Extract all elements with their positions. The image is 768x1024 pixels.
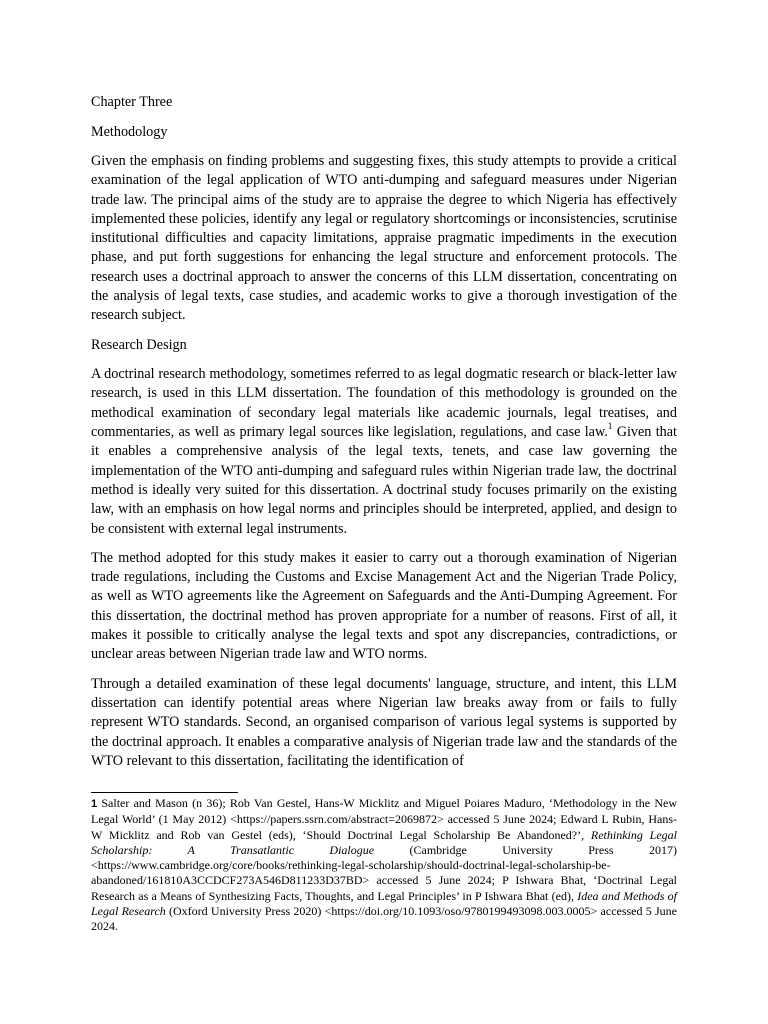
- footnote-text: (Cambridge University Press 2017) <https://www.cambridge.org/core/books/rethinking-legal-scholarship/should-doctrinal-legal-scholarship-be-abandoned/161810A3CCDCF273A546D811233D37BD> accessed 5 June 2024; P Ishwara Bhat, ‘Doctrinal Legal Research as a Means of Synthesizing Facts, Thoughts, and Legal Principles’ in P Ishwara Bhat (ed),: [91, 842, 677, 903]
- paragraph-text: Given that it enables a comprehensive analysis of the legal texts, tenets, and case law governing the implementation of the WTO anti-dumping and safeguard rules within Nigerian trade law, the doctrinal method is ideally very suited for this dissertation. A doctrinal study focuses primarily on the existing law, with an emphasis on how legal norms and principles should be interpreted, applied, and design to be consistent with external legal instruments.: [91, 424, 677, 537]
- footnote-italic-title: Rethinking Legal Scholarship: A Transatlantic Dialogue: [91, 827, 677, 857]
- footnote-number: 1: [91, 798, 98, 810]
- section-heading: Methodology: [91, 123, 168, 140]
- footnote-reference[interactable]: 1: [607, 421, 613, 432]
- main-text: [91, 93, 677, 771]
- research-design-paragraph-1: [91, 365, 677, 539]
- subsection-heading: Research Design: [91, 336, 187, 353]
- intro-paragraph: Given the emphasis on finding problems and suggesting fixes, this study attempts to provide a critical examination of the legal application of WTO anti-dumping and safeguard measures under Nigerian trade law. The principal aims of the study are to appraise the degree to which Nigeria has effectively implemented these policies, identify any legal or regulatory shortcomings or inconsistencies, scrutinise institutional difficulties and capacity limitations, appraise pragmatic impediments in the execution phase, and put forth suggestions for enhancing the legal structure and enforcement protocols. The research uses a doctrinal approach to answer the concerns of this LLM dissertation, concentrating on the analysis of legal texts, case studies, and academic works to give a thorough investigation of the research subject.: [91, 153, 677, 324]
- footnote-text: Salter and Mason (n 36); Rob Van Gestel, Hans-W Micklitz and Miguel Poiares Maduro, ‘Methodology in the New Legal World’ (1 May 2012) <https://papers.ssrn.com/abstract=2069872> accessed 5 June 2024; Edward L Rubin, Hans-W Micklitz and Rob van Gestel (eds), ‘Should Doctrinal Legal Scholarship Be Abandoned?’,: [91, 796, 677, 842]
- footnote-separator: [91, 792, 238, 793]
- research-design-paragraph-3: Through a detailed examination of these legal documents' language, structure, and intent, this LLM dissertation can identify potential areas where Nigerian law breaks away from or fails to fully represent WTO standards. Second, an organised comparison of various legal systems is supported by the doctrinal approach. It enables a comparative analysis of Nigerian trade law and the standards of the WTO relevant to this dissertation, facilitating the identification of: [91, 675, 677, 769]
- footnote-text: (Oxford University Press 2020) <https://doi.org/10.1093/oso/9780199493098.003.0005> accessed 5 June 2024.: [91, 904, 677, 934]
- chapter-heading: Chapter Three: [91, 94, 173, 110]
- footnote: [91, 796, 677, 935]
- footnote-italic-title: Idea and Methods of Legal Research: [91, 888, 678, 919]
- paragraph-text: A doctrinal research methodology, sometimes referred to as legal dogmatic research or black-letter law research, is used in this LLM dissertation. The foundation of this methodology is grounded on the methodical examination of secondary legal materials like academic journals, legal treatises, and commentaries, as well as primary legal sources like legislation, regulations, and case law.: [91, 366, 677, 441]
- research-design-paragraph-2: The method adopted for this study makes it easier to carry out a thorough examination of Nigerian trade regulations, including the Customs and Excise Management Act and the Nigerian Trade Policy, as well as WTO agreements like the Agreement on Safeguards and the Anti-Dumping Agreement. For this dissertation, the doctrinal method has proven appropriate for a number of reasons. First of all, it makes it possible to critically analyse the legal texts and spot any discrepancies, contradictions, or unclear areas between Nigerian trade law and WTO norms.: [91, 549, 677, 663]
